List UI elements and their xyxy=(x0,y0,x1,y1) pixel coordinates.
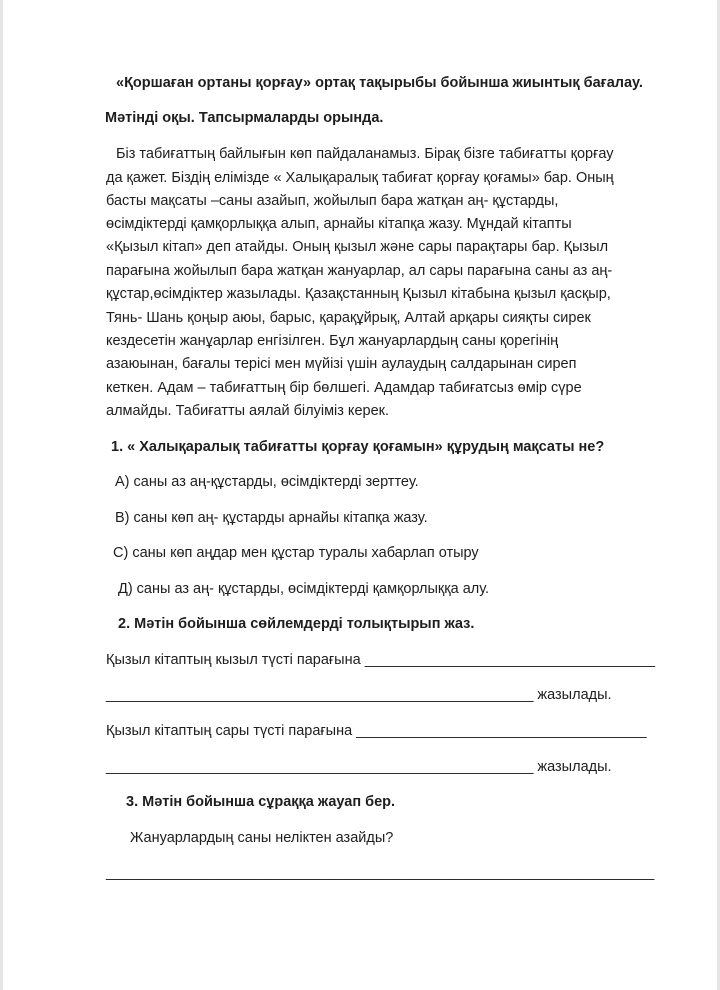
fill-in-line-red-page-end: _____________________________________________________ жазылады. xyxy=(106,687,612,703)
passage-line: Тянь- Шань қоңыр аюы, барыс, қарақұйрық, Алтай арқары сияқты сирек xyxy=(106,310,591,326)
fill-in-line-yellow-page: Қызыл кітаптың сары түсті парағына ____________________________________ xyxy=(106,723,647,739)
answer-line: ____________________________________________________________________ xyxy=(106,865,655,881)
option-d: Д) саны аз аң- құстарды, өсімдіктерді қамқорлыққа алу. xyxy=(118,581,490,597)
option-c: С) саны көп аңдар мен құстар туралы хабарлап отыру xyxy=(113,545,479,561)
question-3-prompt: Жануарлардың саны неліктен азайды? xyxy=(130,830,394,846)
question-3-text: 3. Мәтін бойынша сұраққа жауап бер. xyxy=(126,794,396,810)
passage-line: өсімдіктерді қамқорлыққа алып, арнайы кітапқа жазу. Мұндай кітапты xyxy=(106,216,572,232)
passage-line: құстар,өсімдіктер жазылады. Қазақстанның Қызыл кітабына қызыл қасқыр, xyxy=(106,286,611,302)
fill-in-line-red-page: Қызыл кітаптың кызыл түсті парағына ____________________________________ xyxy=(106,652,656,668)
passage-line: «Қызыл кітап» деп атайды. Оның қызыл және сары парақтары бар. Қызыл xyxy=(106,239,609,255)
option-a: А) саны аз аң-құстарды, өсімдіктерді зерттеу. xyxy=(115,474,419,490)
option-b: В) саны көп аң- құстарды арнайы кітапқа жазу. xyxy=(115,510,428,526)
instruction-text: Мәтінді оқы. Тапсырмаларды орында. xyxy=(105,110,384,126)
passage-line: парағына жойылып бара жатқан жануарлар, ал сары парағына саны аз аң- xyxy=(106,263,613,279)
passage-line: кеткен. Адам – табиғаттың бір бөлшегі. Адамдар табиғатсыз өмір сүре xyxy=(106,380,582,396)
document-title: «Қоршаған ортаны қорғау» ортақ тақырыбы бойынша жиынтық бағалау. xyxy=(116,75,643,91)
passage-line: да қажет. Біздің елімізде « Халықаралық табиғат қорғау қоғамы» бар. Оның xyxy=(106,170,614,186)
question-1-text: 1. « Халықаралық табиғатты қорғау қоғамын» құрудың мақсаты не? xyxy=(111,439,605,455)
passage-line: кездесетін жанұарлар енгізілген. Бұл жануарлардың саны қорегінің xyxy=(106,333,559,349)
fill-in-line-yellow-page-end: _____________________________________________________ жазылады. xyxy=(106,759,612,775)
passage-line: басты мақсаты –саны азайып, жойылып бара жатқан аң- құстарды, xyxy=(106,193,559,209)
question-2-text: 2. Мәтін бойынша сөйлемдерді толықтырып жаз. xyxy=(118,616,475,632)
passage-line: азаюынан, бағалы терісі мен мүйізі үшін аулаудың салдарынан сиреп xyxy=(106,356,577,372)
passage-line: Біз табиғаттың байлығын көп пайдаланамыз. Бірақ бізге табиғатты қорғау xyxy=(116,146,614,162)
passage-line: алмайды. Табиғатты аялай білуіміз керек. xyxy=(106,403,390,419)
page-edge-left xyxy=(0,0,3,990)
